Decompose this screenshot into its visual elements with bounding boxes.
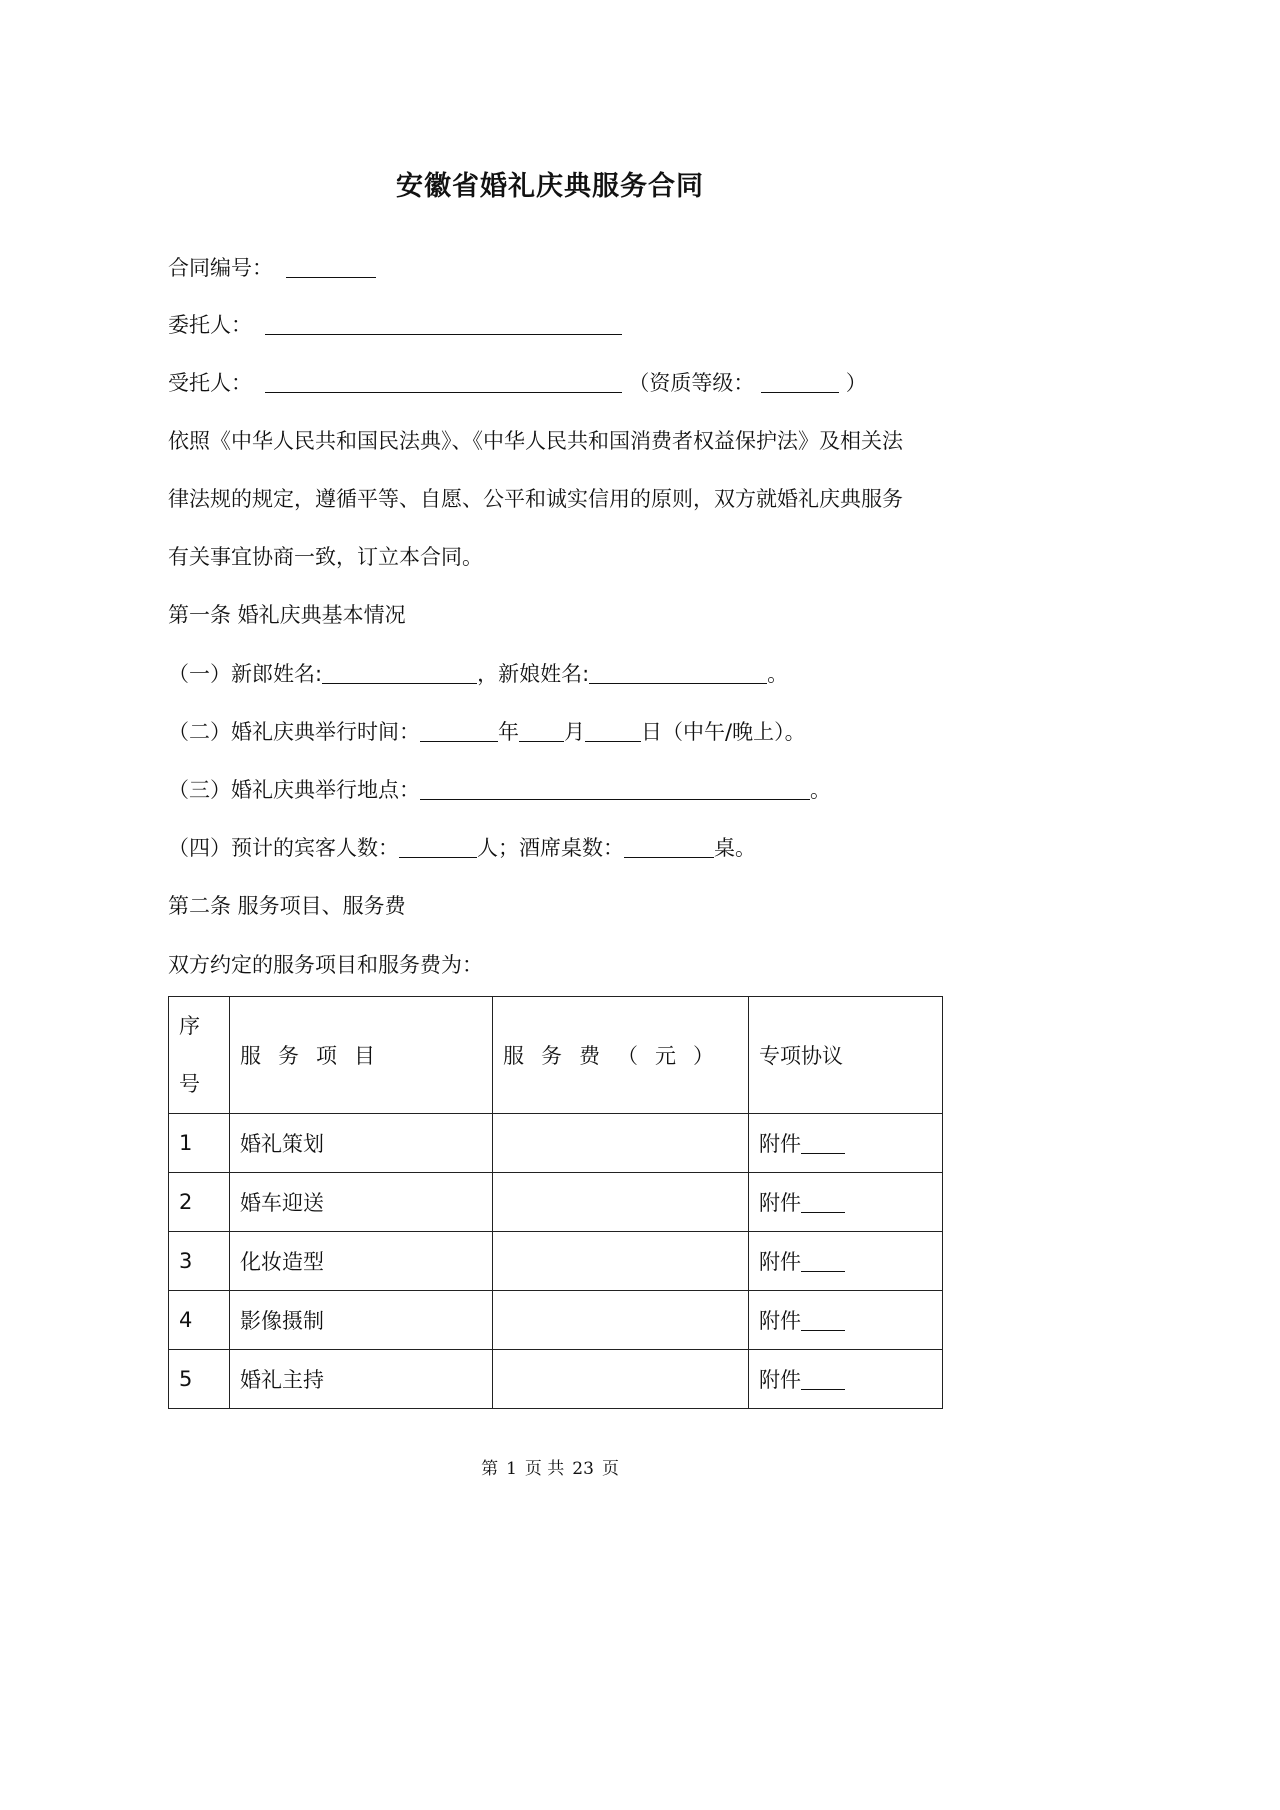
row-agreement: 附件 — [749, 1291, 943, 1350]
header-agreement: 专项协议 — [749, 997, 943, 1114]
row-item: 婚礼策划 — [230, 1114, 493, 1173]
page-footer — [0, 1454, 1100, 1479]
article-2-heading: 第二条 服务项目、服务费 — [168, 894, 406, 918]
ceremony-location-line — [168, 776, 831, 804]
location-blank — [420, 779, 810, 800]
row-fee — [493, 1291, 749, 1350]
footer-mid: 页 共 — [524, 1459, 565, 1479]
row-fee — [493, 1350, 749, 1409]
row-item: 婚礼主持 — [230, 1350, 493, 1409]
groom-name-blank — [322, 663, 477, 684]
groom-label: （一）新郎姓名: — [168, 662, 323, 686]
header-item: 服务项目 — [230, 997, 493, 1114]
article-2-intro: 双方约定的服务项目和服务费为： — [168, 953, 483, 977]
row-fee — [493, 1232, 749, 1291]
row-agreement: 附件 — [749, 1232, 943, 1291]
document-title: 安徽省婚礼庆典服务合同 — [396, 171, 704, 202]
bride-name-blank — [589, 663, 767, 684]
article-1-heading: 第一条 婚礼庆典基本情况 — [168, 603, 406, 627]
page-total: 23 — [572, 1459, 594, 1479]
qualification-close: ） — [845, 371, 867, 395]
row-item: 化妆造型 — [230, 1232, 493, 1291]
row-item: 婚车迎送 — [230, 1173, 493, 1232]
ceremony-time-line — [168, 718, 806, 746]
guests-label: （四）预计的宾客人数： — [168, 836, 399, 860]
annex-number-blank — [801, 1310, 845, 1331]
page-number: 1 — [506, 1459, 517, 1479]
year-label: 年 — [498, 720, 519, 744]
tables-blank — [624, 837, 714, 858]
service-table — [168, 996, 943, 1409]
month-blank — [519, 721, 564, 742]
day-blank — [585, 721, 641, 742]
table-row — [169, 1114, 943, 1173]
row-seq: 4 — [169, 1291, 230, 1350]
row-seq: 5 — [169, 1350, 230, 1409]
row-seq: 2 — [169, 1173, 230, 1232]
row-item: 影像摄制 — [230, 1291, 493, 1350]
bride-label: ，新娘姓名: — [477, 662, 590, 686]
row-agreement: 附件 — [749, 1173, 943, 1232]
preamble-line-2: 律法规的规定，遵循平等、自愿、公平和诚实信用的原则，双方就婚礼庆典服务 — [168, 487, 903, 511]
contract-number-line — [168, 254, 376, 282]
row-fee — [493, 1173, 749, 1232]
row-agreement: 附件 — [749, 1350, 943, 1409]
client-line — [168, 311, 622, 339]
location-end: 。 — [810, 778, 831, 802]
day-label: 日（中午/晚上）。 — [641, 720, 806, 744]
ceremony-time-label: （二）婚礼庆典举行时间： — [168, 720, 420, 744]
groom-bride-end: 。 — [767, 662, 789, 686]
client-label: 委托人： — [168, 313, 252, 337]
guests-tables-line — [168, 834, 756, 862]
footer-suffix: 页 — [601, 1459, 619, 1479]
tables-unit: 桌。 — [714, 836, 756, 860]
preamble-line-3: 有关事宜协商一致，订立本合同。 — [168, 545, 483, 569]
agent-line — [168, 369, 867, 397]
client-blank — [265, 314, 622, 335]
row-seq: 3 — [169, 1232, 230, 1291]
contract-number-blank — [286, 257, 376, 278]
table-row — [169, 1232, 943, 1291]
preamble-line-1: 依照《中华人民共和国民法典》、《中华人民共和国消费者权益保护法》及相关法 — [168, 429, 903, 453]
groom-bride-line — [168, 660, 788, 688]
annex-number-blank — [801, 1133, 845, 1154]
header-seq: 序号 — [169, 997, 230, 1114]
row-fee — [493, 1114, 749, 1173]
ceremony-location-label: （三）婚礼庆典举行地点： — [168, 778, 420, 802]
qualification-label: （资质等级： — [628, 371, 755, 395]
agent-blank — [265, 372, 622, 393]
annex-number-blank — [801, 1192, 845, 1213]
table-row — [169, 1173, 943, 1232]
tables-label: 人；酒席桌数： — [477, 836, 624, 860]
guests-blank — [399, 837, 477, 858]
contract-number-label: 合同编号： — [168, 256, 273, 280]
table-row — [169, 1291, 943, 1350]
header-fee: 服务费（元） — [493, 997, 749, 1114]
agent-label: 受托人： — [168, 371, 252, 395]
row-agreement: 附件 — [749, 1114, 943, 1173]
footer-prefix: 第 — [481, 1459, 499, 1479]
qualification-blank — [761, 372, 839, 393]
annex-number-blank — [801, 1369, 845, 1390]
year-blank — [420, 721, 498, 742]
row-seq: 1 — [169, 1114, 230, 1173]
month-label: 月 — [564, 720, 585, 744]
table-row — [169, 1350, 943, 1409]
annex-number-blank — [801, 1251, 845, 1272]
service-table-header-row — [169, 997, 943, 1114]
